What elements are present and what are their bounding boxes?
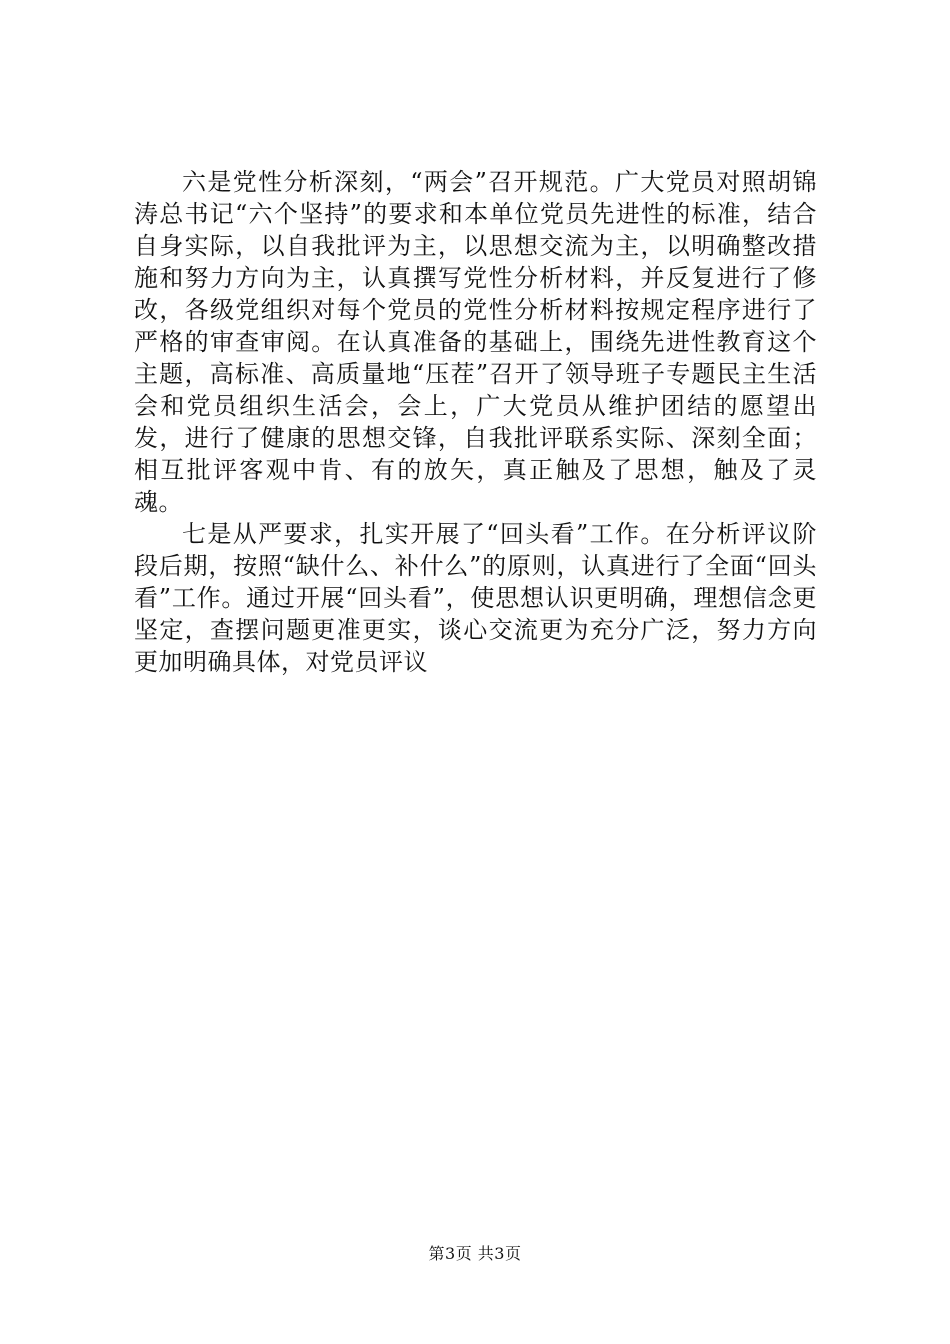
paragraph-seven: 七是从严要求，扎实开展了“回头看”工作。在分析评议阶段后期，按照“缺什么、补什么”的原则，认真进行了全面“回头看”工作。通过开展“回头看”，使思想认识更明确，理想信念更坚定，查摆问题更准更实，谈心交流更为充分广泛，努力方向更加明确具体，对党员评议	[134, 520, 817, 676]
paragraph-six: 六是党性分析深刻，“两会”召开规范。广大党员对照胡锦涛总书记“六个坚持”的要求和本单位党员先进性的标准，结合自身实际，以自我批评为主，以思想交流为主，以明确整改措施和努力方向为主，认真撰写党性分析材料，并反复进行了修改，各级党组织对每个党员的党性分析材料按规定程序进行了严格的审查审阅。在认真准备的基础上，围绕先进性教育这个主题，高标准、高质量地“压茬”召开了领导班子专题民主生活会和党员组织生活会，会上，广大党员从维护团结的愿望出发，进行了健康的思想交锋，自我批评联系实际、深刻全面；相互批评客观中肯、有的放矢，真正触及了思想，触及了灵魂。	[134, 168, 817, 516]
page-number-footer: 第3页 共3页	[428, 1244, 522, 1263]
document-body	[134, 166, 817, 678]
